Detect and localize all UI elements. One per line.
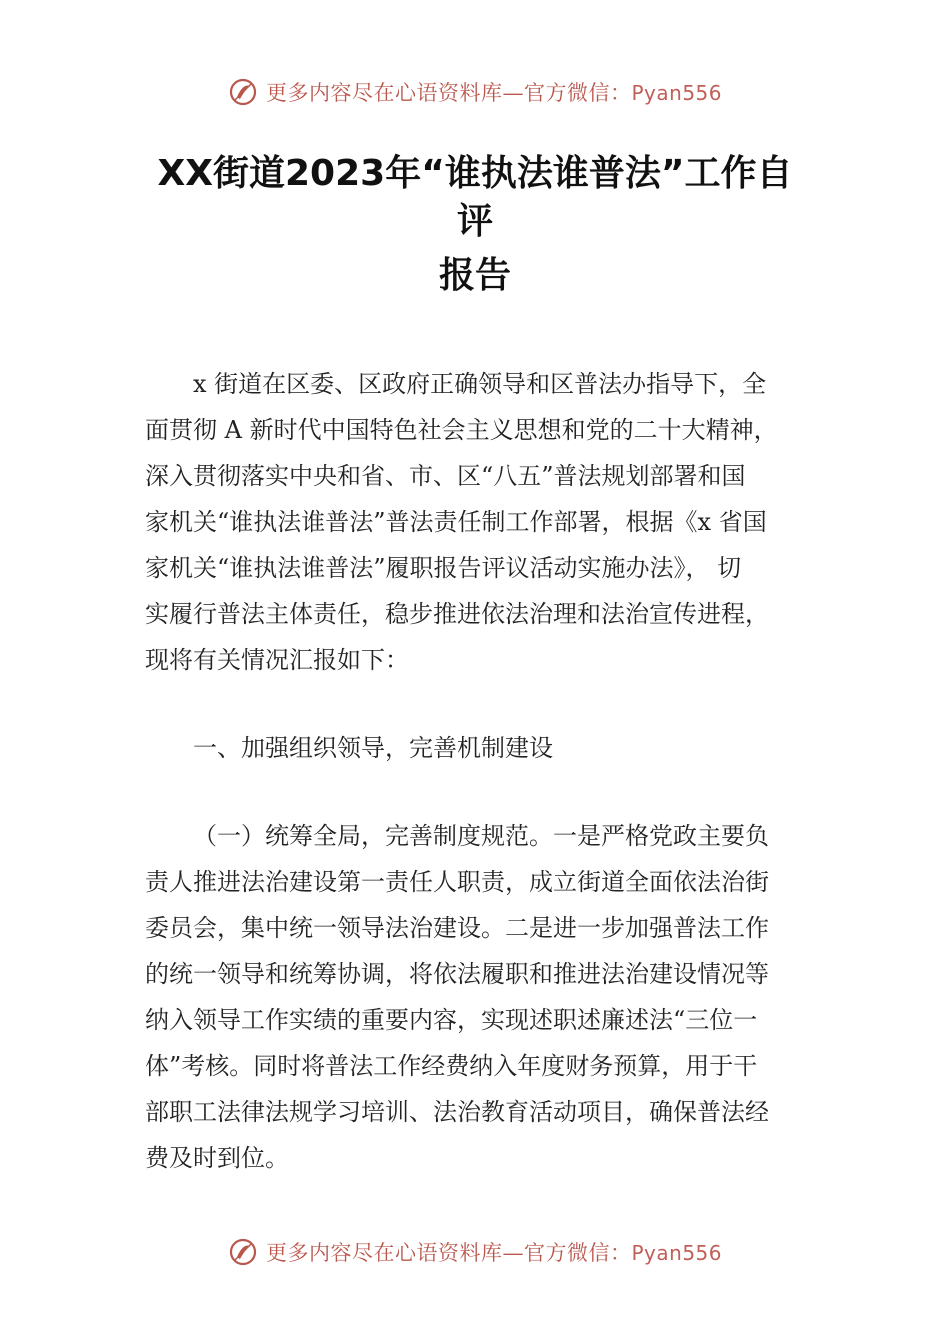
watermark-footer: [0, 1232, 950, 1272]
document-title-line3: 报告: [438, 255, 511, 296]
section1-1-line-8: 费及时到位。: [145, 1144, 289, 1172]
document-title-line1: XX街道2023年“谁执法谁普法”工作自: [157, 153, 793, 194]
section1-1-line-4: 的统一领导和统筹协调，将依法履职和推进法治建设情况等: [145, 960, 769, 988]
intro-line-4: 家机关“谁执法谁普法”普法责任制工作部署，根据《x 省国: [145, 508, 767, 536]
document-title-line2: 评: [456, 201, 493, 242]
section1-1-line-3: 委员会，集中统一领导法治建设。二是进一步加强普法工作: [145, 914, 769, 942]
intro-line-3: 深入贯彻落实中央和省、市、区“八五”普法规划部署和国: [145, 462, 746, 490]
section1-1-line-1: （一）统筹全局，完善制度规范。一是严格党政主要负: [193, 822, 769, 850]
intro-line-7: 现将有关情况汇报如下：: [145, 646, 409, 674]
intro-line-5: 家机关“谁执法谁普法”履职报告评议活动实施办法》， 切: [145, 554, 742, 582]
watermark-header: [0, 72, 950, 112]
intro-line-2: 面贯彻 A 新时代中国特色社会主义思想和党的二十大精神，: [145, 416, 778, 444]
section-heading-1: 一、加强组织领导，完善机制建设: [193, 734, 553, 762]
intro-line-1: x 街道在区委、区政府正确领导和区普法办指导下，全: [193, 370, 767, 398]
section1-1-line-5: 纳入领导工作实绩的重要内容，实现述职述廉述法“三位一: [145, 1006, 758, 1034]
section1-1-line-2: 责人推进法治建设第一责任人职责，成立街道全面依法治街: [145, 868, 769, 896]
brand-logo-icon: [228, 1237, 258, 1267]
section1-1-line-7: 部职工法律法规学习培训、法治教育活动项目，确保普法经: [145, 1098, 769, 1126]
section1-1-line-6: 体”考核。同时将普法工作经费纳入年度财务预算，用于干: [145, 1052, 758, 1080]
intro-line-6: 实履行普法主体责任，稳步推进依法治理和法治宣传进程，: [145, 600, 769, 628]
watermark-text: 更多内容尽在心语资料库—官方微信：Pyan556: [265, 81, 722, 105]
brand-logo-icon: [228, 77, 258, 107]
watermark-text: 更多内容尽在心语资料库—官方微信：Pyan556: [265, 1241, 722, 1265]
